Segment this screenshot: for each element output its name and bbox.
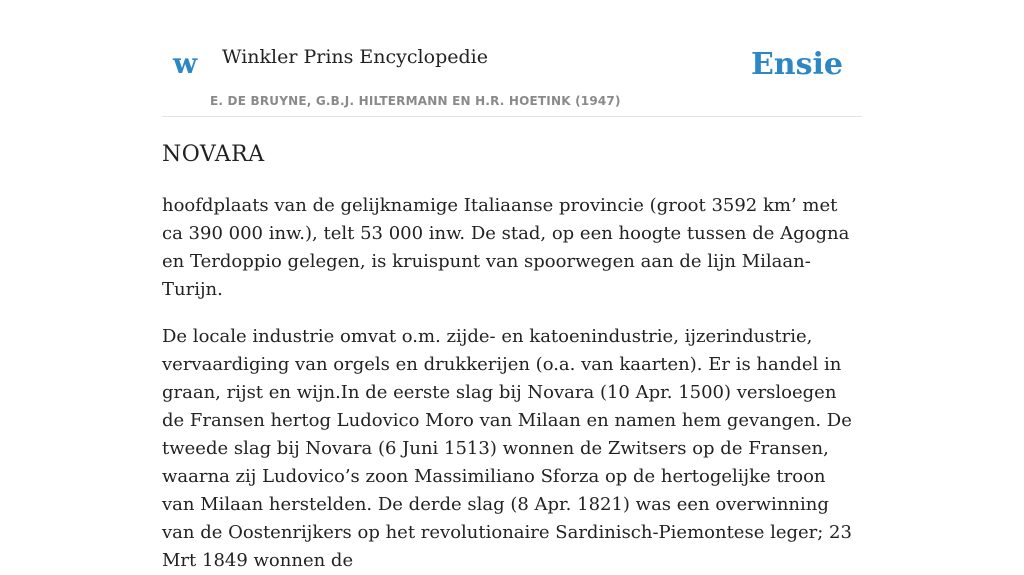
- ensie-logo[interactable]: Ensie: [750, 47, 843, 82]
- source-authors: E. DE BRUYNE, G.B.J. HILTERMANN EN H.R. HOETINK (1947): [210, 94, 621, 108]
- source-title[interactable]: Winkler Prins Encyclopedie: [222, 46, 488, 68]
- article: [162, 140, 862, 575]
- source-logo[interactable]: w: [173, 47, 198, 80]
- source-header: [162, 0, 862, 117]
- article-headword: NOVARA: [162, 142, 265, 167]
- article-paragraph: hoofdplaats van de gelijknamige Italiaanse provincie (groot 3592 km’ met ca 390 000 inw.), telt 53 000 inw. De stad, op een hoogte tussen de Agogna en Terdoppio gelegen, is kruispunt van spoorwegen aan de lijn Milaan-Turijn.: [162, 195, 850, 300]
- article-paragraph: De locale industrie omvat o.m. zijde- en katoenindustrie, ijzerindustrie, vervaardiging van orgels en drukkerijen (o.a. van kaarten). Er is handel in graan, rijst en wijn.In de eerste slag bij Novara (10 Apr. 1500) versloegen de Fransen hertog Ludovico Moro van Milaan en namen hem gevangen. De tweede slag bij Novara (6 Juni 1513) wonnen de Zwitsers op de Fransen, waarna zij Ludovico’s zoon Massimiliano Sforza op de hertogelijke troon van Milaan herstelden. De derde slag (8 Apr. 1821) was een overwinning van de Oostenrijkers op het revolutionaire Sardinisch-Piemontese leger; 23 Mrt 1849 wonnen de: [162, 326, 852, 571]
